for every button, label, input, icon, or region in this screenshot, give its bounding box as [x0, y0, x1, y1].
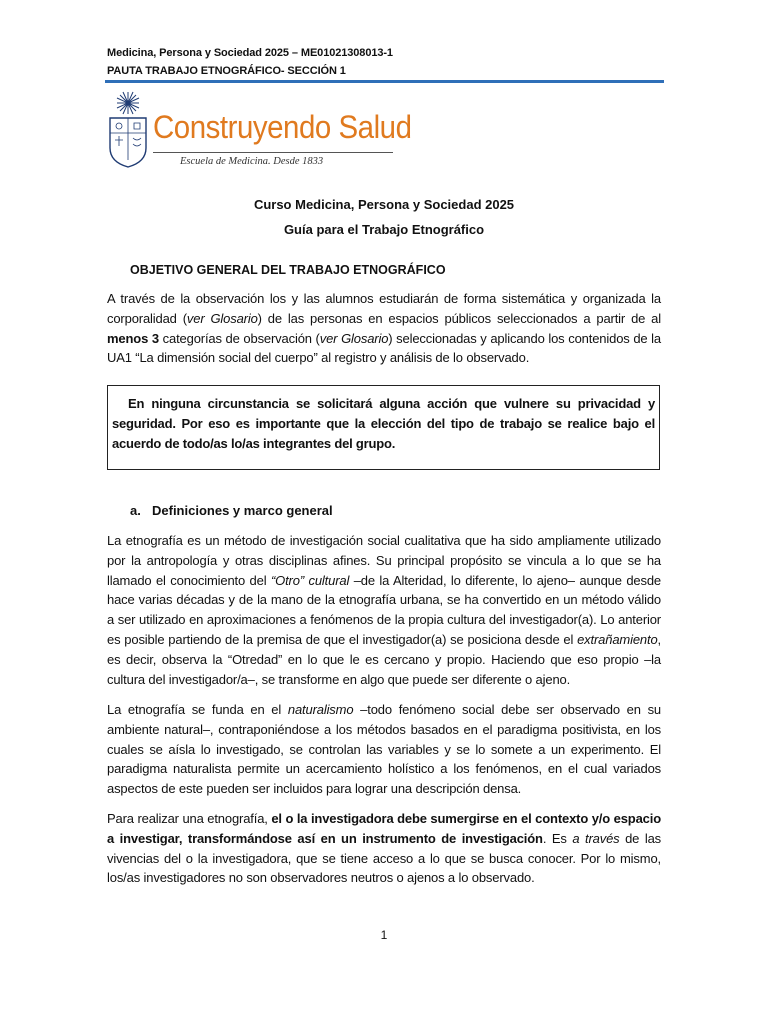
logo-wordmark: Construyendo Salud — [153, 109, 412, 145]
logo — [105, 90, 412, 170]
document-course-title: Curso Medicina, Persona y Sociedad 2025 — [253, 197, 515, 212]
section-a-heading: a. Definiciones y marco general — [130, 503, 333, 518]
privacy-notice-text: En ninguna circunstancia se solicitará alguna acción que vulnere su privacidad y seguridad. Por eso es importante que la elección del tipo de trabajo se realice bajo el acuerdo de todo/as lo/as integrantes del grupo. — [112, 396, 655, 451]
header-divider — [105, 80, 664, 83]
header-section-title: PAUTA TRABAJO ETNOGRÁFICO- SECCIÓN 1 — [107, 65, 346, 77]
header-course-code: Medicina, Persona y Sociedad 2025 – ME01021308013-1 — [107, 47, 393, 59]
section-a-paragraph-3: Para realizar una etnografía, el o la investigadora debe sumergirse en el contexto y/o espacio a investigar, transformándose así en un instrumento de investigación. Es a través de las vivencias del o la investigadora, que se tiene acceso a lo que se busca conocer. Por lo mismo, los/as investigadores no son observadores neutros o ajenos a lo observado. — [107, 811, 661, 886]
objective-paragraph: A través de la observación los y las alumnos estudiarán de forma sistemática y organizada la corporalidad (ver Glosario) de las personas en espacios públicos seleccionados a partir de al menos 3 categorías de observación (ver Glosario) seleccionadas y aplicando los contenidos de la UA1 “La dimensión social del cuerpo” al registro y análisis de lo observado. — [107, 291, 662, 366]
page-number: 1 — [380, 928, 388, 942]
objective-heading: OBJETIVO GENERAL DEL TRABAJO ETNOGRÁFICO — [130, 263, 446, 277]
section-a-paragraph-1: La etnografía es un método de investigación social cualitativa que ha sido ampliamente utilizado por la antropología y otras disciplinas afines. Su principal propósito se vincula a lo que se ha llamado el conocimiento del “Otro” cultural –de la Alteridad, lo diferente, lo ajeno– aunque desde hace varias décadas y de la mano de la etnografía urbana, se ha convertido en un método válido a ser utilizado en aproximaciones a fenómenos de la propia cultura del investigador(a). Lo anterior es posible partiendo de la premisa de que el investigador(a) se posiciona desde el extrañamiento, es decir, observa la “Otredad” en lo que le es cercano y propio. Haciendo que eso propio –la cultura del investigador/a–, se transforme en algo que puede ser diferente o ajeno. — [107, 533, 661, 687]
logo-tagline: Escuela de Medicina. Desde 1833 — [180, 156, 324, 167]
university-crest-icon — [105, 90, 151, 168]
logo-underline — [153, 152, 393, 153]
document-guide-title: Guía para el Trabajo Etnográfico — [283, 222, 485, 237]
privacy-notice-box — [107, 385, 660, 470]
section-a-paragraph-2: La etnografía se funda en el naturalismo –todo fenómeno social debe ser observado en su ambiente natural–, contraponiéndose a los métodos basados en el paradigma positivista, en los cuales se aísla lo investigado, se controlan las variables y se lo somete a un experimento. El paradigma naturalista permite un acercamiento holístico a los fenómenos, en el cual variados aspectos de este pueden ser incluidos para lograr una descripción densa. — [107, 702, 662, 797]
